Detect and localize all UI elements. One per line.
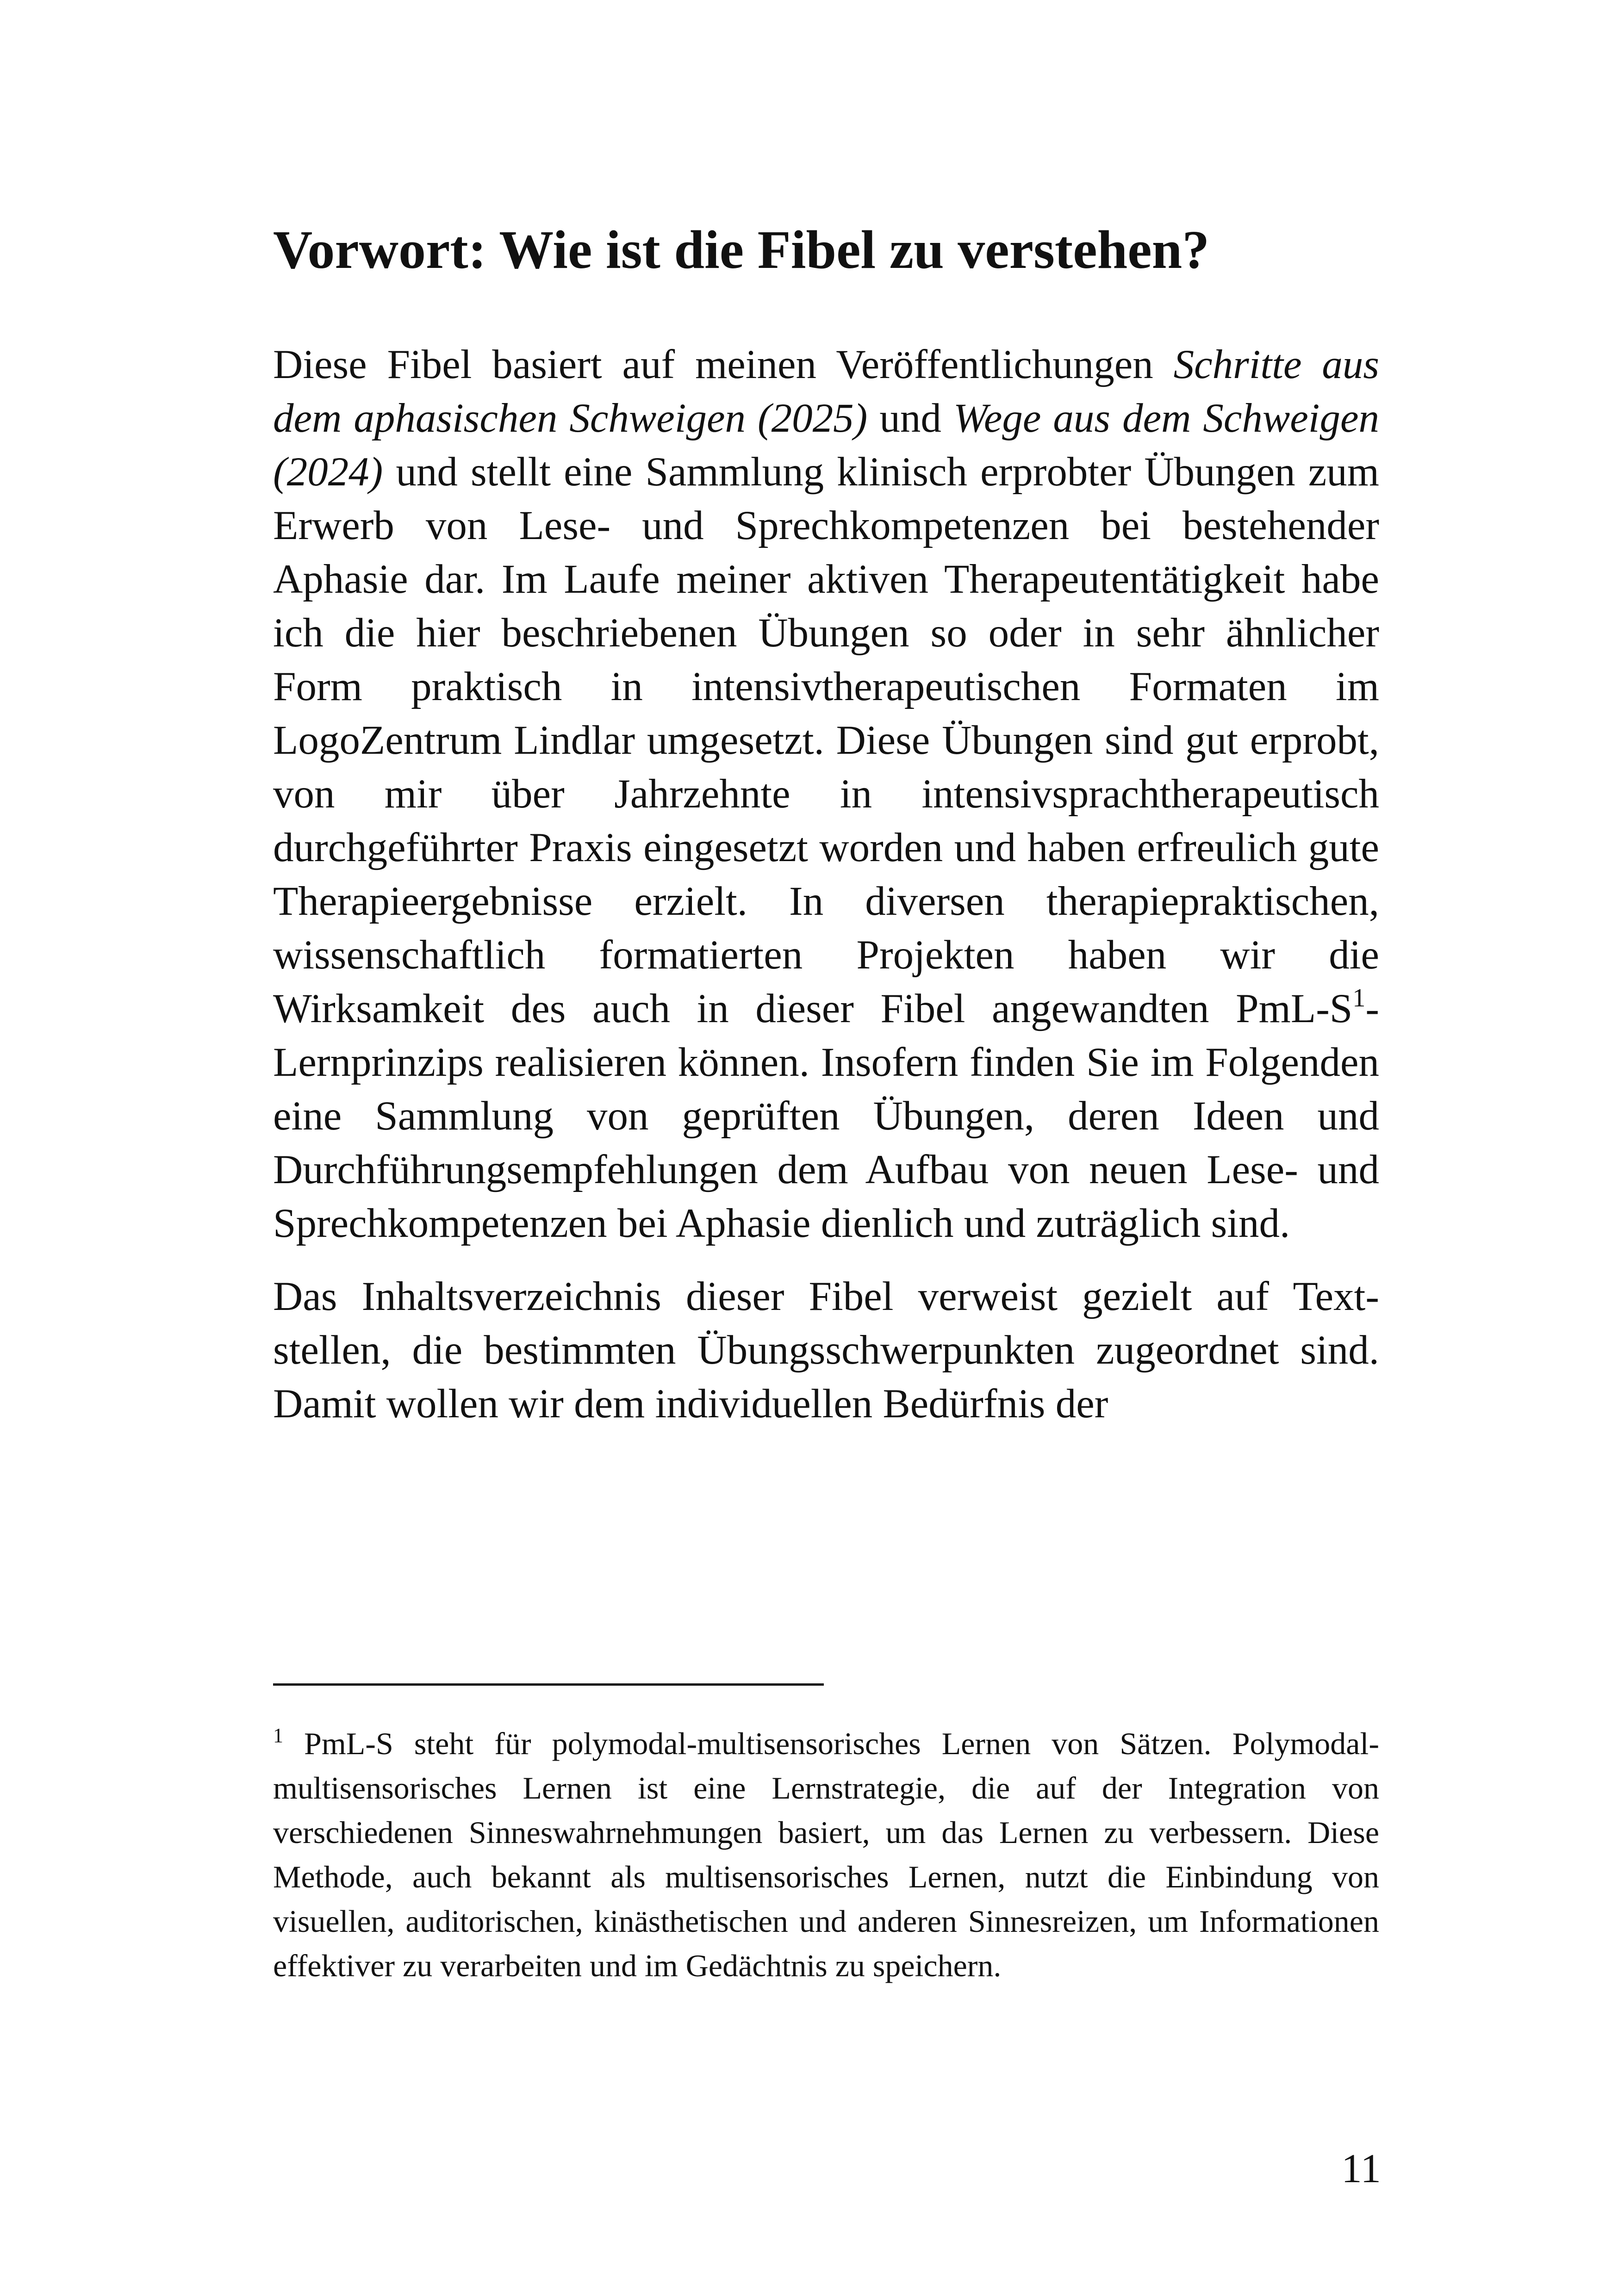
paragraph-2: Das Inhaltsverzeichnis dieser Fibel verweist gezielt auf Textstellen, die bestimmten Übungsschwerpunkten zugeordnet sind. Damit wollen wir dem individuellen Bedürfnis der [273,1274,1379,1427]
paragraph-1-text-a: Diese Fibel basiert auf meinen Veröffentlichungen [273,342,1174,387]
paragraph-1 [273,338,1379,1250]
footnote-number: 1 [273,1724,283,1747]
page-number: 11 [1341,2146,1381,2191]
footnote-reference[interactable]: 1 [1352,984,1366,1012]
paragraph-1-text-d: -Lernprinzips realisieren können. Insofern finden Sie im Folgenden eine Sammlung von geprüften Übungen, deren Ideen und Durchführungsempfehlungen dem Aufbau von neuen Lese- und Sprechkompetenzen bei Aphasie dienlich und zuträglich sind. [273,986,1379,1246]
body-text [273,338,1379,1431]
footnote [273,1721,1379,1988]
paragraph-1-text-c: und stellt eine Sammlung klinisch erprobter Übungen zum Erwerb von Lese- und Sprechkompetenzen bei bestehender Aphasie dar. Im Laufe meiner aktiven Therapeutentätigkeit habe ich die hier beschriebenen Übungen so oder in sehr ähnlicher Form praktisch in intensivtherapeutischen Formaten im LogoZentrum Lindlar umgesetzt. Diese Übungen sind gut erprobt, von mir über Jahrzehnte in intensivsprachtherapeutisch durchgeführter Praxis eingesetzt worden und haben erfreulich gute Therapieergebnisse erzielt. In diversen therapiepraktischen, wissenschaftlich formatierten Projekten haben wir die Wirksamkeit des auch in dieser Fibel angewandten PmL-S [273,449,1379,1031]
page-title: Vorwort: Wie ist die Fibel zu verstehen? [273,219,1210,280]
paragraph-1-text-b: und [867,396,953,441]
book-title-wege: Wege aus dem Schweigen (2024) [273,396,1380,495]
footnote-divider [273,1683,824,1686]
book-title-schritte: Schritte aus dem aphasischen Schweigen (2025) [273,342,1379,441]
footnote-text: PmL-S steht für polymodal-multisensorisches Lernen von Sätzen. Polymodal-multisensorisches Lernen ist eine Lernstrategie, die auf der Integration von verschiedenen Sinneswahrnehmungen basiert, um das Lernen zu verbessern. Diese Methode, auch bekannt als multisensorisches Lernen, nutzt die Einbindung von visuellen, auditorischen, kinästhetischen und anderen Sinnesreizen, um Informationen effektiver zu verarbeiten und im Gedächtnis zu speichern. [273,1726,1379,1983]
